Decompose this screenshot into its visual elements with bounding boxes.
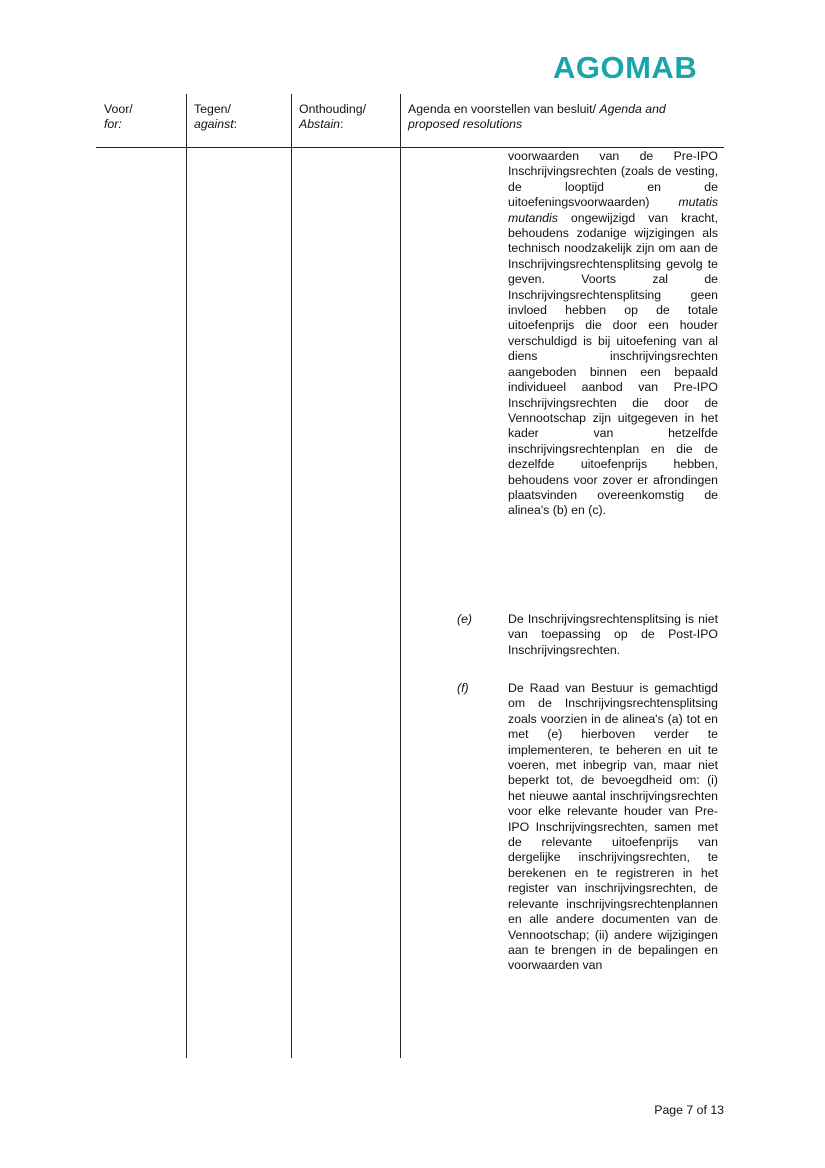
header-for-nl: Voor/ — [104, 102, 133, 116]
column-divider-3 — [400, 94, 401, 1058]
paragraph-f-marker: (f) — [457, 681, 469, 695]
column-divider-2 — [291, 94, 292, 1058]
header-col-against — [194, 102, 289, 131]
company-logo — [553, 50, 697, 86]
header-agenda-nl: Agenda en voorstellen van besluit/ — [408, 102, 600, 116]
header-against-colon: : — [233, 116, 238, 131]
header-against-en: against — [194, 116, 234, 131]
paragraph-continued-end: ongewijzigd van kracht, behoudens zodanige wijzigingen als technisch noodzakelijk zijn om aan de Inschrijvingsrechtensplitsing gevolg te geven. Voorts zal de Inschrijvingsrechtensplitsing geen invloed hebben op de totale uitoefenprijs die door een houder verschuldigd is bij uitoefening van al diens inschrijvingsrechten aangeboden binnen een bepaald individueel aanbod van Pre-IPO Inschrijvingsrechten die door de Vennootschap zijn uitgegeven in het kader van hetzelfde inschrijvingsrechtenplan en die de dezelfde uitoefenprijs hebben, behoudens voor zover er afrondingen plaatsvinden overeenkomstig de alinea's (b) en (c). — [508, 210, 718, 518]
paragraph-continued — [508, 149, 718, 519]
header-col-agenda — [408, 102, 718, 131]
page-number: Page 7 of 13 — [654, 1103, 724, 1117]
header-abstain-en: Abstain — [299, 116, 341, 131]
paragraph-f-text: De Raad van Bestuur is gemachtigd om de Inschrijvingsrechtensplitsing zoals voorzien in de alinea's (a) tot en met (e) hierboven verder te implementeren, te beheren en uit te voeren, met inbegrip van, maar niet beperkt tot, de bevoegdheid om: (i) het nieuwe aantal inschrijvingsrechten voor elke relevante houder van Pre-IPO Inschrijvingsrechten, samen met de relevante uitoefenprijs van dergelijke inschrijvingsrechten, te berekenen en te registreren in het register van inschrijvingsrechten, de relevante inschrijvingsrechtenplannen en alle andere documenten van de Vennootschap; (ii) andere wijzigingen aan te brengen in de bepalingen en voorwaarden van — [508, 681, 718, 973]
header-col-abstain — [299, 102, 399, 131]
column-divider-1 — [186, 94, 187, 1058]
header-col-for — [104, 102, 184, 131]
paragraph-continued-italic: mutatis mutandis — [508, 195, 718, 225]
logo-text: AGOMAB — [553, 50, 698, 85]
paragraph-e-marker: (e) — [457, 612, 473, 626]
header-agenda-en: Agenda and proposed resolutions — [408, 102, 666, 131]
header-separator — [96, 147, 724, 148]
paragraph-continued-start: voorwaarden van de Pre-IPO Inschrijvingsrechten (zoals de vesting, de looptijd en de uitoefeningsvoorwaarden) — [508, 149, 718, 210]
header-for-en: for: — [104, 116, 122, 131]
paragraph-e-text: De Inschrijvingsrechtensplitsing is niet van toepassing op de Post-IPO Inschrijvingsrechten. — [508, 612, 718, 657]
header-abstain-nl: Onthouding/ — [299, 102, 367, 116]
header-against-nl: Tegen/ — [194, 102, 231, 116]
header-abstain-colon: : — [340, 116, 344, 131]
